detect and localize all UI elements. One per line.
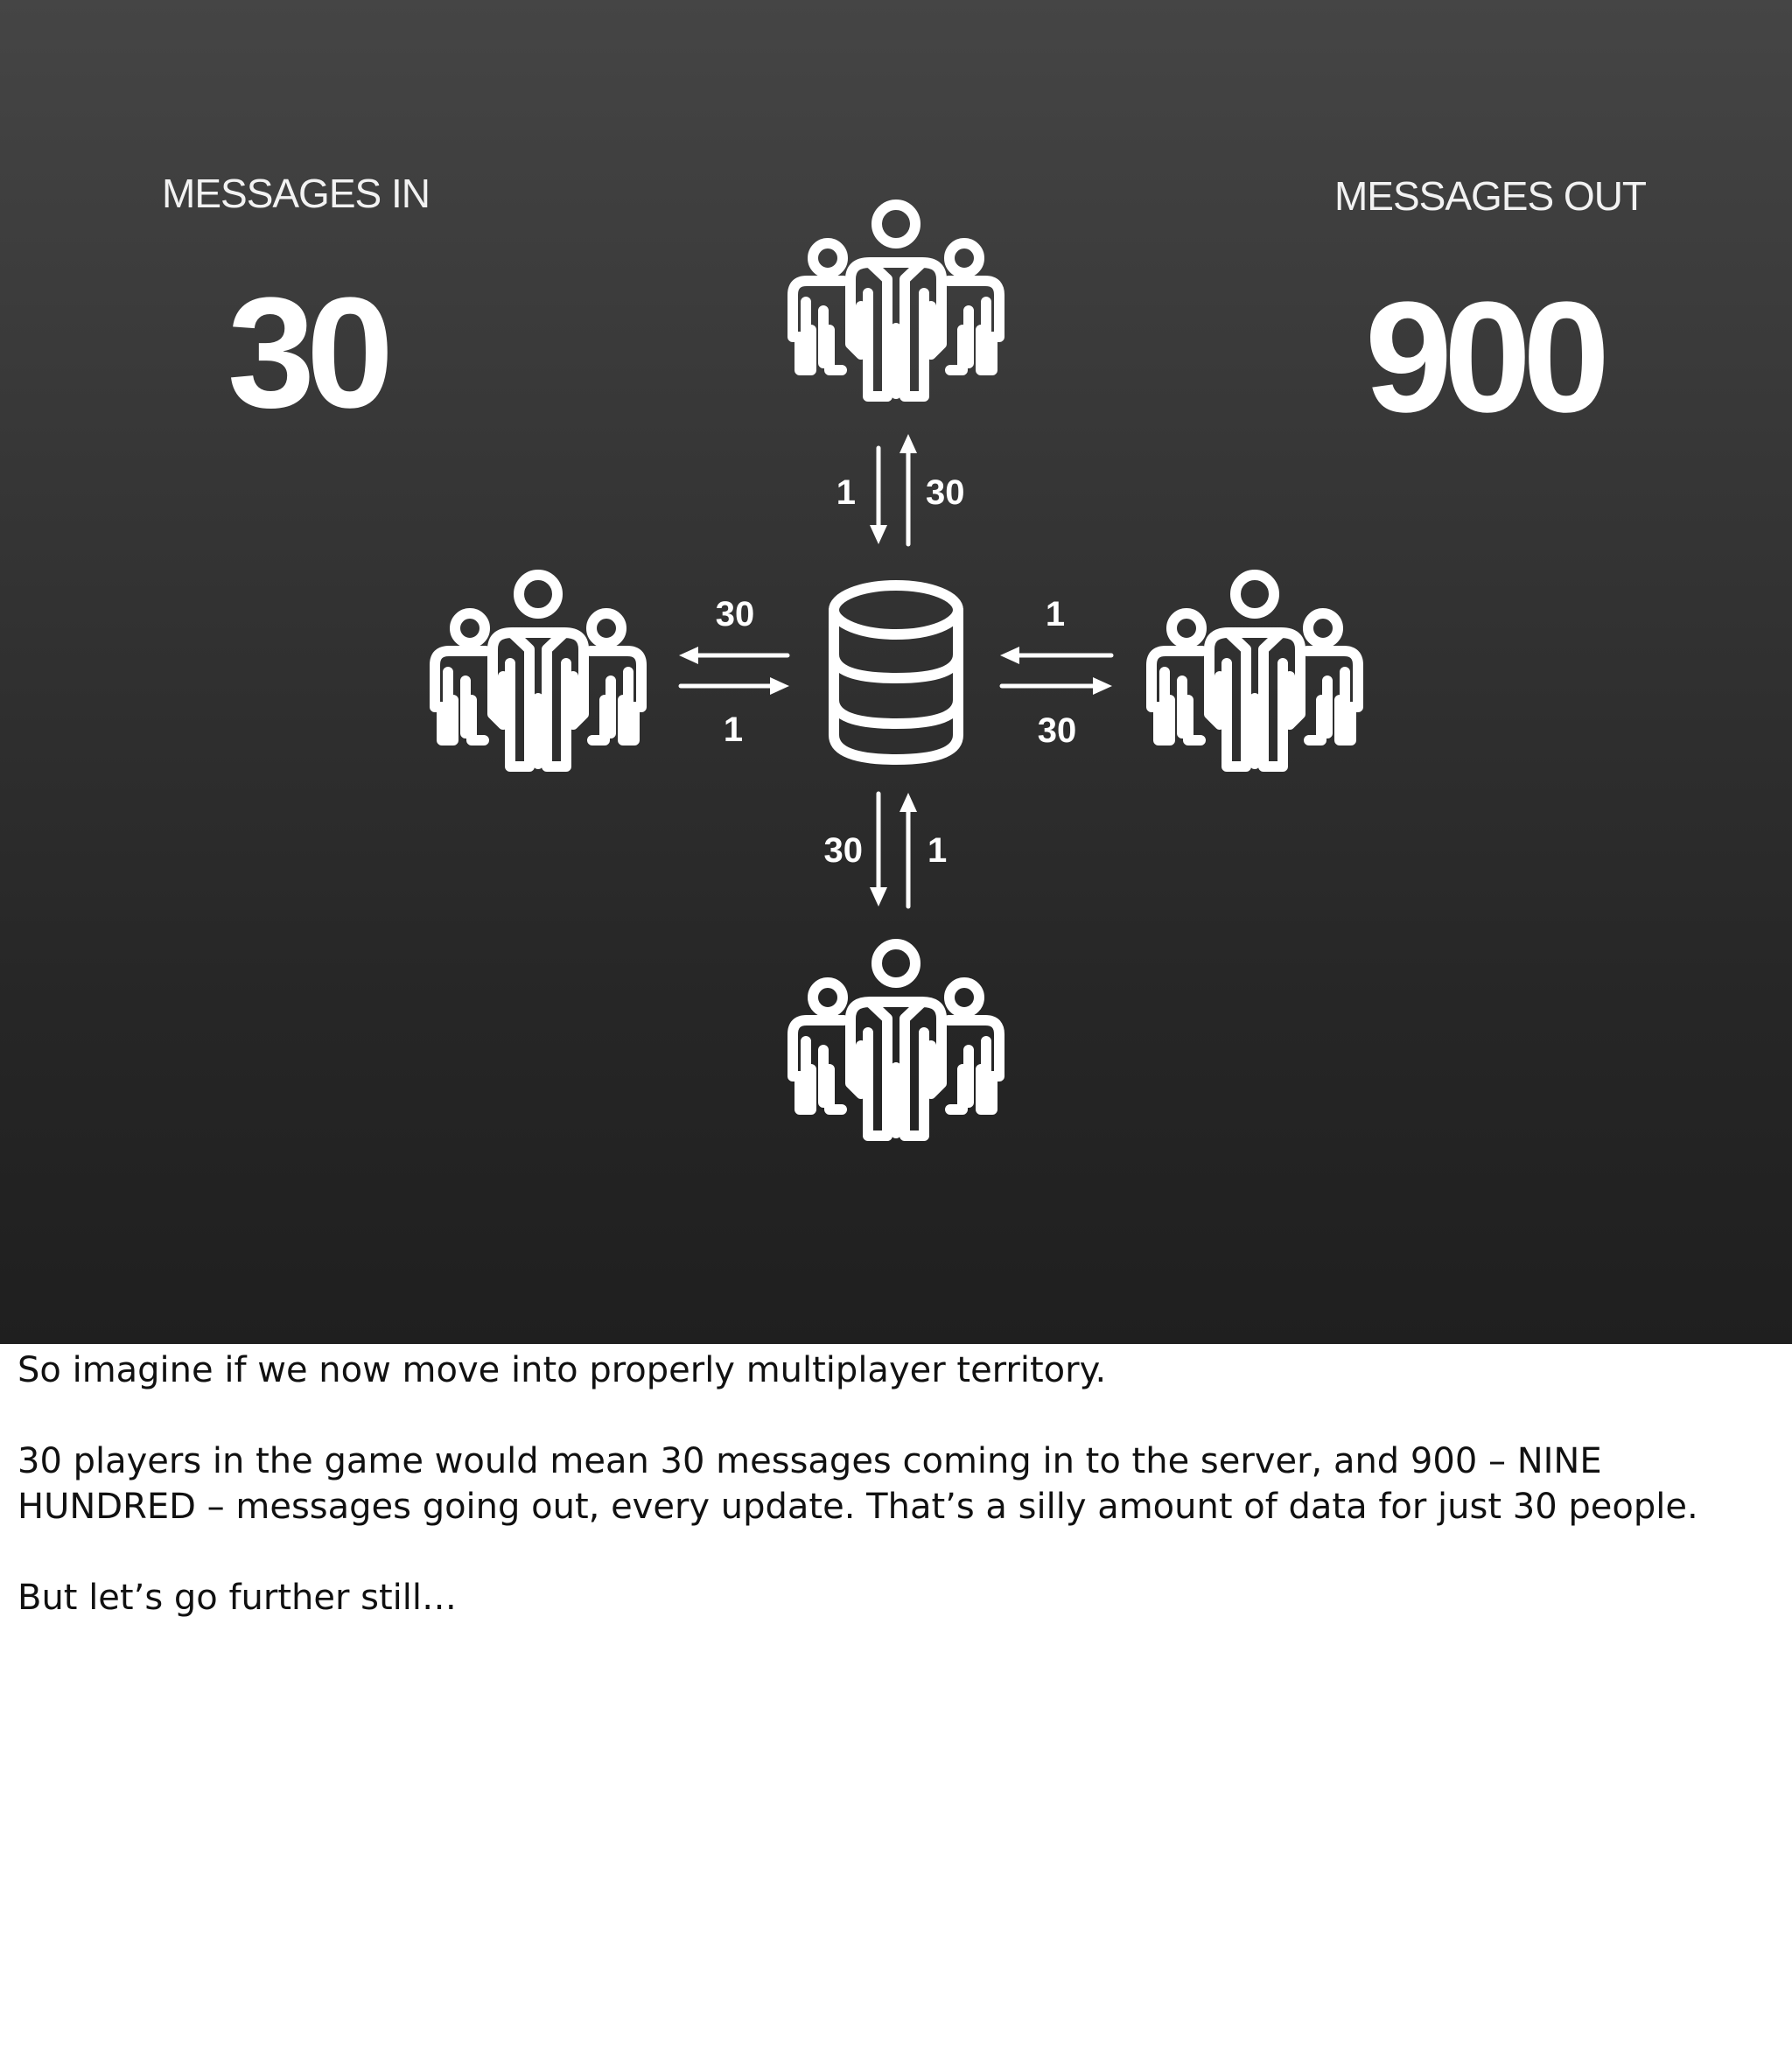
- flow-top-up-label: 30: [926, 473, 965, 512]
- flow-bottom-down-label: 30: [823, 831, 863, 870]
- messages-out-label: MESSAGES OUT: [1334, 173, 1647, 219]
- messages-in-value: 30: [227, 265, 386, 441]
- flow-top: [836, 434, 965, 544]
- messages-out-panel: [1326, 152, 1647, 445]
- people-group-icon-top: [793, 205, 999, 396]
- arrow-head: [870, 887, 887, 906]
- arrow-head: [900, 793, 917, 812]
- people-group-icon-left: [435, 575, 641, 766]
- messages-in-label: MESSAGES IN: [162, 171, 430, 216]
- arrow-head: [1093, 677, 1112, 695]
- database-icon: [834, 585, 958, 760]
- notes-paragraph: So imagine if we now move into properly multiplayer territory.: [18, 1350, 1107, 1390]
- messages-out-value: 900: [1364, 270, 1602, 445]
- arrow-head: [679, 647, 698, 664]
- messages-in-panel: [149, 149, 464, 441]
- flow-left-to-group-label: 30: [715, 595, 755, 634]
- flow-bottom-up-label: 1: [928, 831, 948, 870]
- arrow-head: [870, 525, 887, 544]
- people-group-icon-right: [1152, 575, 1358, 766]
- flow-left-to-server-label: 1: [723, 710, 744, 749]
- arrow-head: [1000, 647, 1019, 664]
- flow-bottom: [824, 793, 948, 906]
- flow-top-down-label: 1: [836, 473, 856, 512]
- notes-paragraph: 30 players in the game would mean 30 messages coming in to the server, and 900 – NINE HUNDRED – messages going out, every update. That’s a silly amount of data for just 30 people.: [18, 1441, 1698, 1527]
- flow-right-to-server-label: 1: [1045, 595, 1066, 634]
- people-group-icon-bottom: [793, 944, 999, 1136]
- speaker-notes: [18, 1348, 1768, 1666]
- arrow-head: [900, 434, 917, 453]
- flow-right: [1000, 595, 1112, 750]
- notes-paragraph: But let’s go further still…: [18, 1578, 457, 1618]
- arrow-head: [770, 677, 789, 695]
- flow-right-to-group-label: 30: [1037, 711, 1077, 750]
- flow-left: [679, 595, 789, 749]
